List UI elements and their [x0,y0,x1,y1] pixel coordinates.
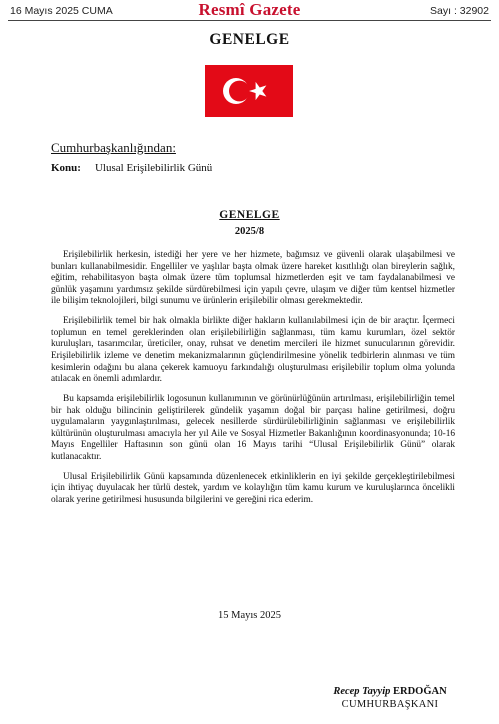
issue-date: 16 Mayıs 2025 CUMA [10,5,113,17]
subject-line [51,162,212,174]
circular-number: 2025/8 [234,226,265,237]
signature-date: 15 Mayıs 2025 [218,610,281,621]
signatory-title: CUMHURBAŞKANI [341,699,439,710]
gazette-title: Resmî Gazete [198,0,301,19]
document-body [51,250,455,515]
paragraph: Bu kapsamda erişilebilirlik logosunun kullanımının ve görünürlüğünün artırılması, erişilebilirliğin temel bir hak olduğu bilincinin geliştirilerek gündelik yaşamın doğal bir parçası haline getirilmesi, doğru uygulamaların yaygınlaştırılması, gelecek nesillerde sürdürülebilirliğinin sağlanması ve erişilebilirlik kültürünün oluşturulması amacıyla her yıl Aile ve Sosyal Hizmetler Bakanlığının koordinasyonunda; 10-16 Mayıs Engelliler Haftasının son günü olan 16 Mayıs tarihi “Ulusal Erişilebilirlik Günü” olarak kutlanacaktır. [51,393,455,462]
paragraph: Erişilebilirlik herkesin, istediği her yere ve her hizmete, bağımsız ve güvenli olarak ulaşabilmesi ve bunları kullanabilmesidir. Engelliler ve yaşlılar başta olmak üzere hareket kısıtlılığı olan bireylerin sağlık, eğitim, rehabilitasyon başta olmak üzere tüm toplumsal hizmetlerden eşit ve tam faydalanabilmesi ve günlük yaşamını yardımsız şekilde sürdürebilmesi için yapılı çevre, ulaşım ve diğer tüm kentsel hizmetler ile bilişim teknolojileri, bilgi sunumu ve ürünlerin erişilebilir olması gerekmektedir. [51,250,455,307]
turkish-flag-icon [205,65,293,117]
signature-block [300,686,480,710]
paragraph: Ulusal Erişilebilirlik Günü kapsamında düzenlenecek etkinliklerin en iyi şekilde gerçekleştirilebilmesi için ihtiyaç duyulacak her türlü destek, yardım ve kolaylığın tüm kamu kurum ve kuruluşlarınca öncelikli olarak yerine getirilmesi hususunda bilgilerini ve gereğini rica ederim. [51,471,455,505]
signatory-first-names: Recep Tayyip [333,686,391,697]
signatory-surname: ERDOĞAN [393,686,447,697]
signatory-name [300,686,480,697]
header-divider [8,20,491,21]
circular-heading: GENELGE [219,209,280,221]
subject-label: Konu: [51,162,81,174]
gazette-header [0,0,499,22]
issue-number: Sayı : 32902 [430,5,489,17]
subject-text: Ulusal Erişilebilirlik Günü [94,162,213,174]
issuing-authority: Cumhurbaşkanlığından: [51,140,176,155]
document-title: GENELGE [209,31,290,48]
paragraph: Erişilebilirlik temel bir hak olmakla birlikte diğer hakların kullanılabilmesi için de bir araçtır. İçermeci toplumun en temel gereklerinden olan erişilebilirliğin sağlanması, tüm kamu kurumları, özel sektör kuruluşları, tasarımcılar, üreticiler, onay, ruhsat ve denetim mercileri ile hizmet sunucularının görevidir. Erişilebilirlik izleme ve denetim mekanizmalarının güçlendirilmesine yönelik tedbirlerin alınması ve tüm kesimlerin odağını bu alana çekerek kamuoyu farkındalığı oluşturulması erişilebilir toplum olma yolunda atılacak en önemli adımlardır. [51,316,455,385]
